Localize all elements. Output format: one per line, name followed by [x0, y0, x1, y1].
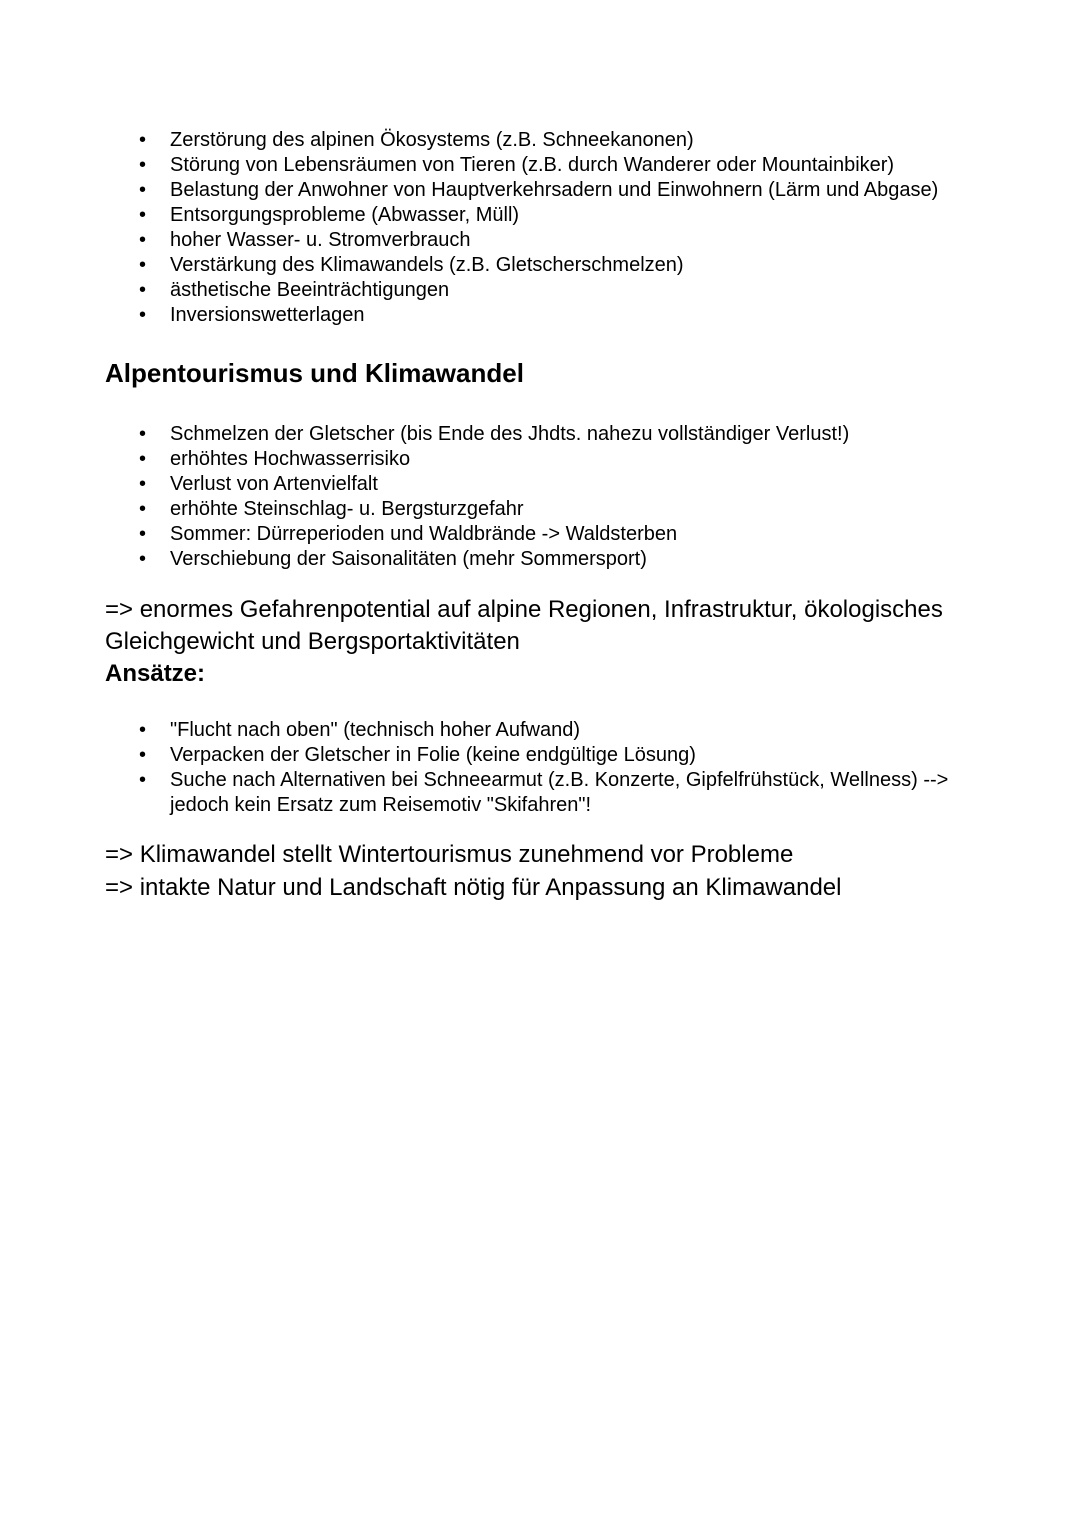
ansaetze-list: [105, 718, 970, 818]
list-item: • Suche nach Alternativen bei Schneearmut (z.B. Konzerte, Gipfelfrühstück, Wellness) --> jedoch kein Ersatz zum Reisemotiv "Skifahren"!: [105, 768, 970, 818]
list-item: • Verstärkung des Klimawandels (z.B. Gletscherschmelzen): [105, 253, 970, 278]
list-item: • Schmelzen der Gletscher (bis Ende des Jhdts. nahezu vollständiger Verlust!): [105, 422, 970, 447]
list-item: • Verlust von Artenvielfalt: [105, 472, 970, 497]
list-item: • Entsorgungsprobleme (Abwasser, Müll): [105, 203, 970, 228]
conclusion-block: [105, 594, 970, 690]
list-item: • Störung von Lebensräumen von Tieren (z.B. durch Wanderer oder Mountainbiker): [105, 153, 970, 178]
final-conclusion-line-2: => intakte Natur und Landschaft nötig für Anpassung an Klimawandel: [105, 874, 842, 901]
list-item: • Verpacken der Gletscher in Folie (keine endgültige Lösung): [105, 743, 970, 768]
final-conclusion-block: [105, 838, 970, 904]
list-item: • "Flucht nach oben" (technisch hoher Aufwand): [105, 718, 970, 743]
list-item: • Zerstörung des alpinen Ökosystems (z.B. Schneekanonen): [105, 128, 970, 153]
list-item: • erhöhtes Hochwasserrisiko: [105, 447, 970, 472]
conclusion-gefahrenpotential: => enormes Gefahrenpotential auf alpine Regionen, Infrastruktur, ökologisches Gleichgewicht und Bergsportaktivitäten: [105, 596, 943, 655]
klimawandel-effects-list: [105, 422, 970, 572]
list-item: • Sommer: Dürreperioden und Waldbrände -> Waldsterben: [105, 522, 970, 547]
heading-ansaetze: Ansätze:: [105, 660, 206, 687]
list-item: • Belastung der Anwohner von Hauptverkehrsadern und Einwohnern (Lärm und Abgase): [105, 178, 970, 203]
negative-impacts-list: [105, 128, 970, 328]
list-item: • hoher Wasser- u. Stromverbrauch: [105, 228, 970, 253]
list-item: • erhöhte Steinschlag- u. Bergsturzgefahr: [105, 497, 970, 522]
final-conclusion-line-1: => Klimawandel stellt Wintertourismus zunehmend vor Probleme: [105, 841, 794, 868]
list-item: • Inversionswetterlagen: [105, 303, 970, 328]
section-heading-alpentourismus-klimawandel: Alpentourismus und Klimawandel: [105, 358, 524, 388]
list-item: • ästhetische Beeinträchtigungen: [105, 278, 970, 303]
list-item: • Verschiebung der Saisonalitäten (mehr Sommersport): [105, 547, 970, 572]
